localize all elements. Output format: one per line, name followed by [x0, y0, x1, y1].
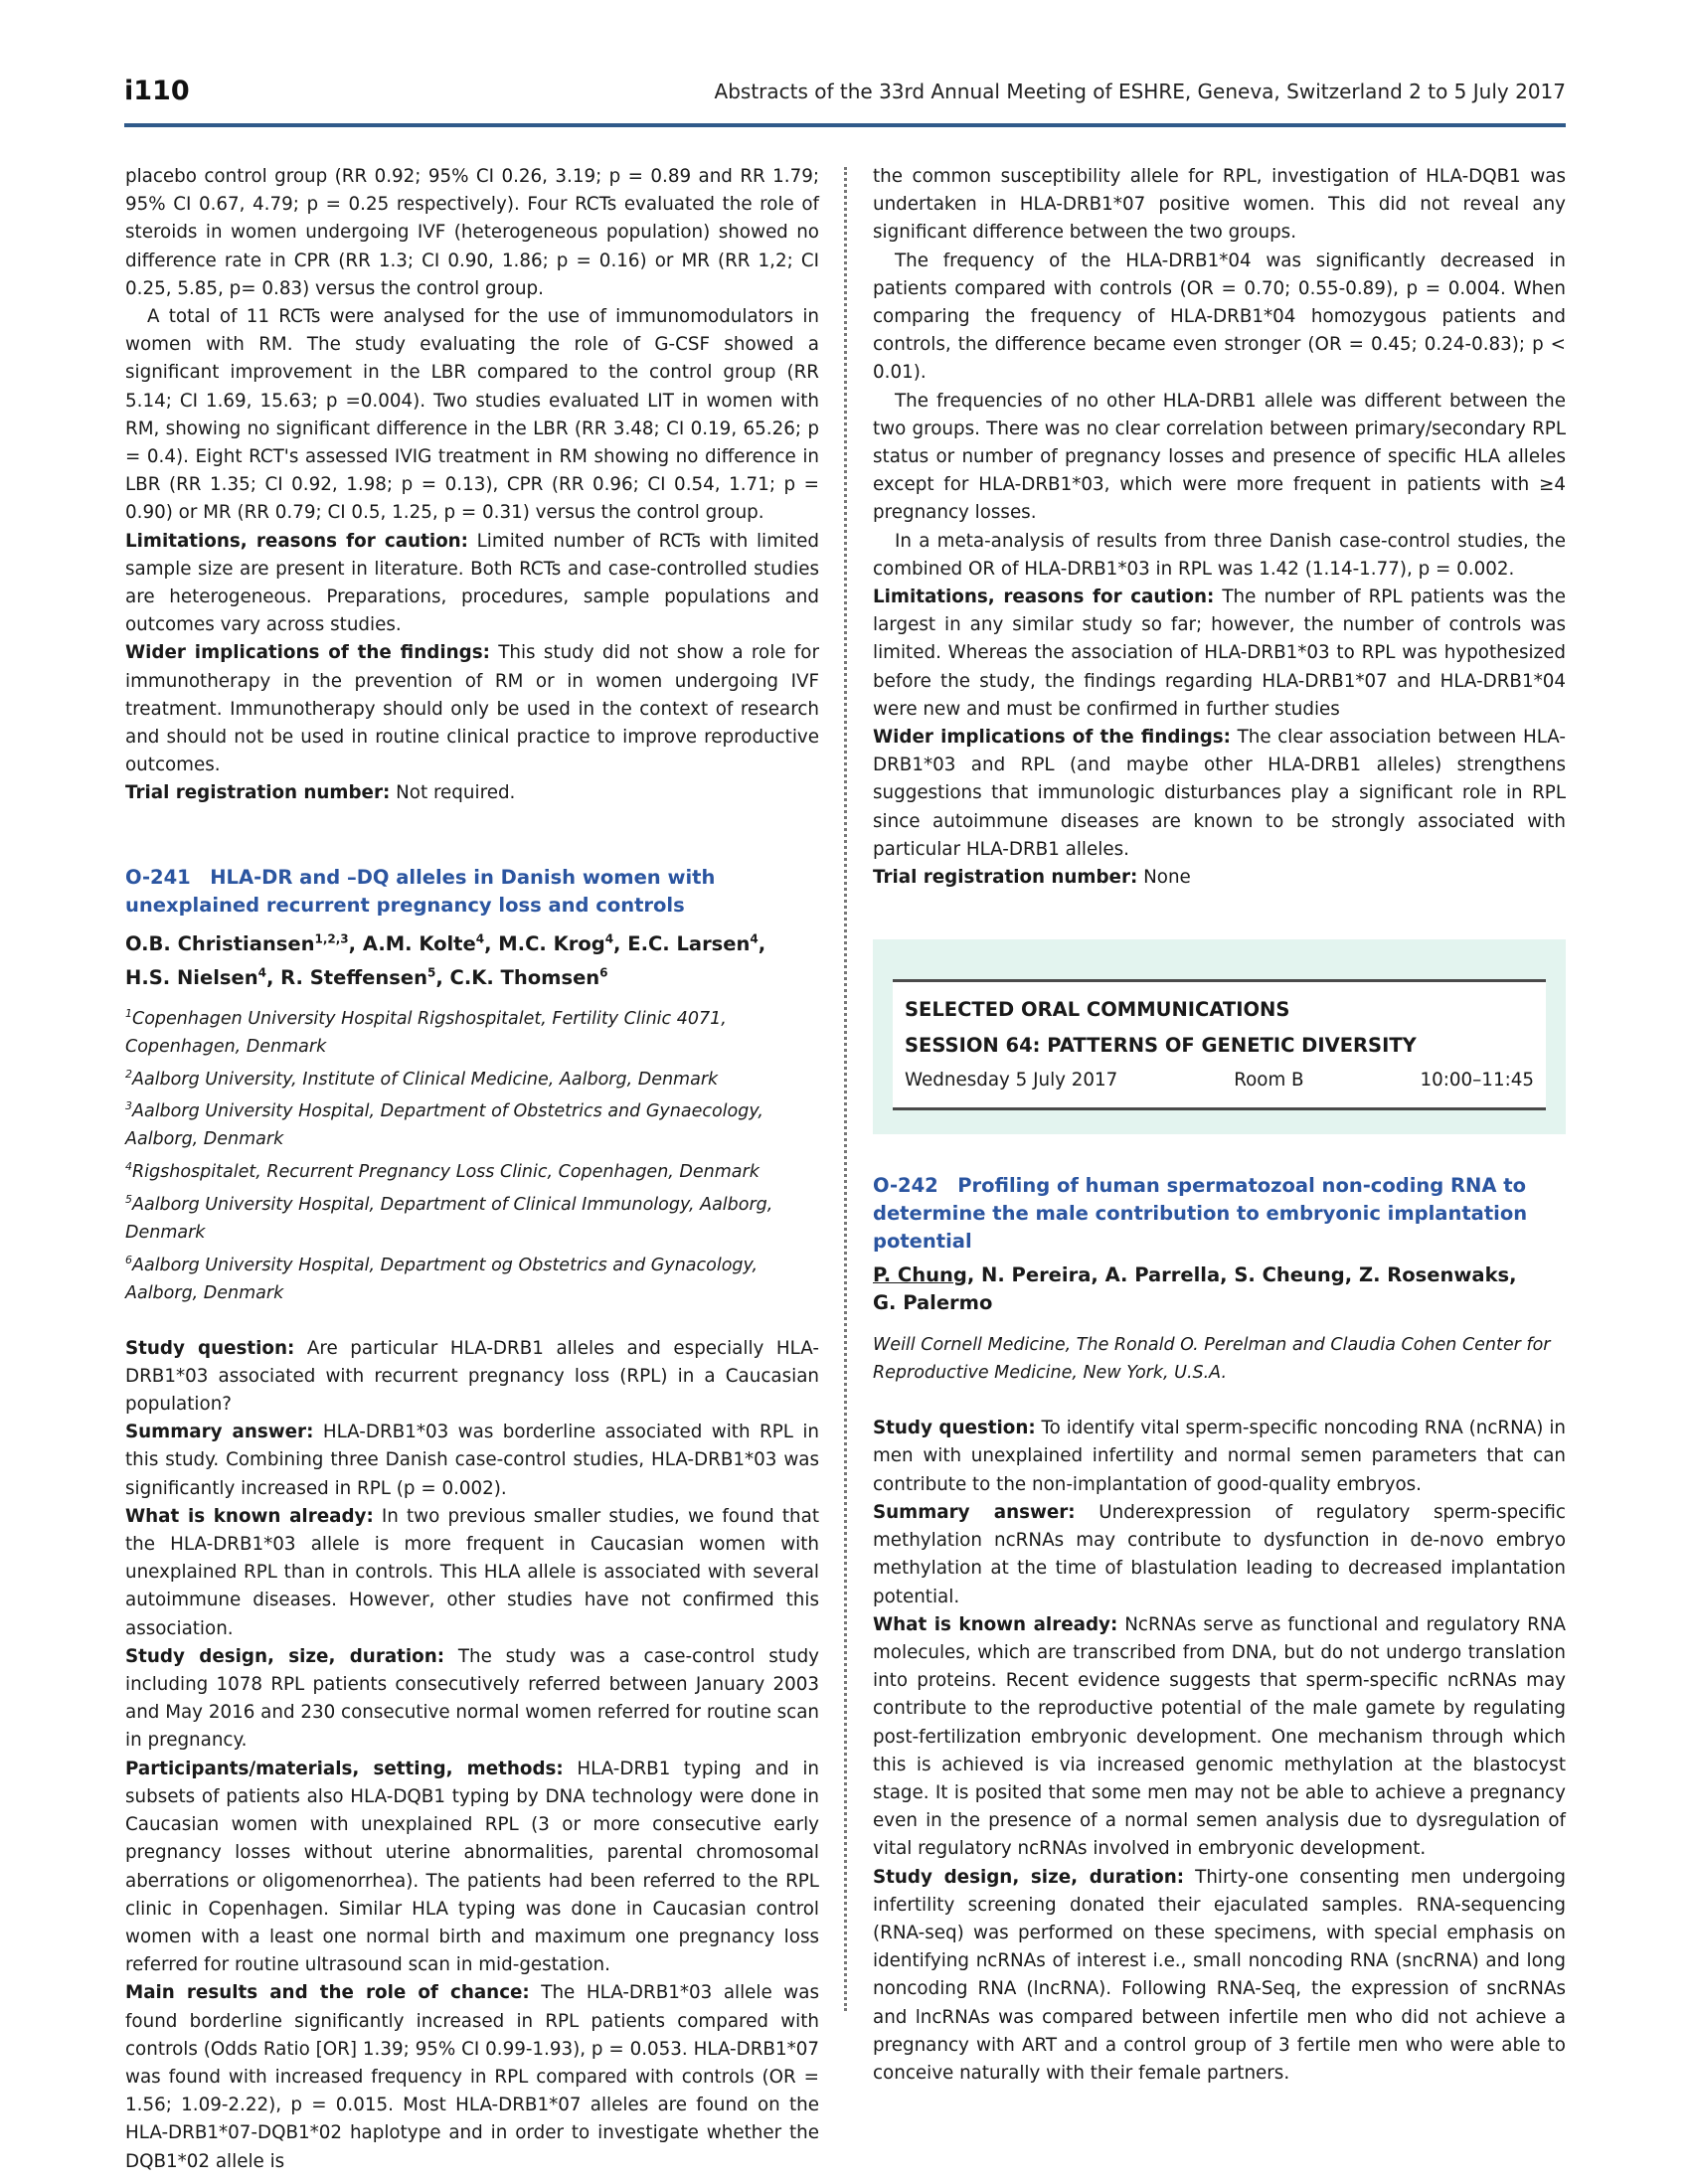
- affiliation: $^5$Aalborg University Hospital, Department of Clinical Immunology, Aalborg, Denmark: [125, 1192, 773, 1243]
- main-results-section: [125, 1979, 819, 2175]
- participants-section: [125, 1756, 819, 1980]
- limitations-section: [873, 584, 1566, 724]
- section-label: Main results and the role of chance:: [125, 1982, 530, 2004]
- known-already-section: [125, 1503, 819, 1643]
- section-text: In two previous smaller studies, we found that the HLA-DRB1*03 allele is more frequent in Caucasian women with unexplained RPL than in controls. This HLA allele is associated with several autoimmune diseases. However, other studies have not confirmed this association.: [125, 1505, 819, 1639]
- study-design-section: [873, 1864, 1566, 2089]
- session-panel: [873, 939, 1566, 1134]
- affiliation: $^3$Aalborg University Hospital, Department of Obstetrics and Gynaecology, Aalborg, Denmark: [125, 1099, 763, 1150]
- study-design-section: [125, 1643, 819, 1756]
- summary-answer-section: [125, 1419, 819, 1503]
- affiliation: Weill Cornell Medicine, The Ronald O. Perelman and Claudia Cohen Center for Reproductive Medicine, New York, U.S.A.: [873, 1335, 1551, 1384]
- session-room: Room B: [1234, 1070, 1304, 1092]
- section-text: Are particular HLA-DRB1 alleles and especially HLA-DRB1*03 associated with recurrent pregnancy loss (RPL) in a Caucasian population?: [125, 1337, 819, 1416]
- affiliation-list: [125, 1000, 819, 1307]
- affiliation: $^2$Aalborg University, Institute of Clinical Medicine, Aalborg, Denmark: [125, 1067, 719, 1090]
- section-text: The clear association between HLA-DRB1*03 and RPL (and maybe other HLA-DRB1 alleles) strengthens suggestions that immunologic disturbances play a significant role in RPL since autoimmune diseases are known to be strongly associated with particular HLA-DRB1 alleles.: [873, 727, 1566, 860]
- running-head: Abstracts of the 33rd Annual Meeting of ESHRE, Geneva, Switzerland 2 to 5 July 2017: [714, 80, 1566, 103]
- section-label: Summary answer:: [125, 1422, 314, 1443]
- section-text: Limited number of RCTs with limited sample size are present in literature. Both RCTs and case-controlled studies are heterogeneous. Preparations, procedures, sample populations and outcomes vary across studies.: [125, 530, 820, 636]
- section-label: Limitations, reasons for caution:: [125, 530, 468, 552]
- author: P. Chung,: [873, 1263, 982, 1287]
- section-label: Study design, size, duration:: [125, 1645, 445, 1667]
- study-question-section: [125, 1335, 819, 1420]
- author: N. Pereira,: [981, 1263, 1105, 1287]
- paragraph: The frequency of the HLA-DRB1*04 was significantly decreased in patients compared with controls (OR = 0.70; 0.55-0.89), p = 0.004. When comparing the frequency of HLA-DRB1*04 homozygous patients and controls, the difference became even stronger (OR = 0.45; 0.24-0.83); p < 0.01).: [873, 250, 1566, 384]
- author: R. Steffensen$^5$,: [280, 965, 450, 989]
- affiliation: $^6$Aalborg University Hospital, Department og Obstetrics and Gynacology, Aalborg, Denmark: [125, 1253, 759, 1303]
- author: H.S. Nielsen$^4$,: [125, 965, 281, 989]
- section-label: Wider implications of the findings:: [873, 727, 1231, 749]
- header-rule: [124, 123, 1566, 127]
- known-already-section: [873, 1611, 1566, 1864]
- affiliation: $^1$Copenhagen University Hospital Rigshospitalet, Fertility Clinic 4071, Copenhagen, Denmark: [125, 1006, 727, 1057]
- section-label: What is known already:: [873, 1613, 1118, 1635]
- section-text: None: [1137, 867, 1191, 889]
- section-text: The HLA-DRB1*03 allele was found borderline significantly increased in RPL patients compared with controls (Odds Ratio [OR] 1.39; 95% CI 0.99-1.93), p = 0.053. HLA-DRB1*07 was found with increased frequency in RPL compared with controls (OR = 1.56; 1.09-2.22), p = 0.015. Most HLA-DRB1*07 alleles are found on the HLA-DRB1*07-DQB1*02 haplotype and in order to investigate whether the DQB1*02 allele is: [125, 1982, 819, 2172]
- section-text: Thirty-one consenting men undergoing infertility screening donated their ejaculated samples. RNA-sequencing (RNA-seq) was performed on these specimens, with special emphasis on identifying ncRNAs of interest i.e., small noncoding RNA (sncRNA) and long noncoding RNA (lncRNA). Following RNA-Seq, the expression of sncRNAs and lncRNAs was compared between infertile men who did not achieve a pregnancy with ART and a control group of 3 fertile men who were able to conceive naturally with their female partners.: [873, 1866, 1566, 2084]
- paragraph: A total of 11 RCTs were analysed for the use of immunomodulators in women with RM. The study evaluating the role of G-CSF showed a significant improvement in the LBR compared to the control group (RR 5.14; CI 1.69, 15.63; p =0.004). Two studies evaluated LIT in women with RM, showing no significant difference in the LBR (RR 3.48; CI 0.19, 65.26; p = 0.4). Eight RCT's assessed IVIG treatment in RM showing no difference in LBR (RR 1.35; CI 0.92, 1.98; p = 0.13), CPR (RR 0.96; CI 0.54, 1.71; p = 0.90) or MR (RR 0.79; CI 0.5, 1.25, p = 0.31) versus the control group.: [125, 306, 819, 524]
- session-heading: SELECTED ORAL COMMUNICATIONS: [905, 998, 1290, 1022]
- author: A. Parrella,: [1104, 1263, 1235, 1287]
- section-label: Trial registration number:: [873, 867, 1138, 889]
- author: C.K. Thomsen$^6$: [449, 965, 608, 989]
- author: M.C. Krog$^4$,: [498, 931, 628, 956]
- section-label: Trial registration number:: [125, 782, 391, 804]
- author: E.C. Larsen$^4$,: [627, 931, 766, 956]
- author: G. Palermo: [873, 1291, 993, 1315]
- session-meta: [905, 1064, 1534, 1097]
- section-label: Study question:: [873, 1418, 1036, 1439]
- wider-implications-section: [125, 639, 819, 779]
- section-label: Limitations, reasons for caution:: [873, 587, 1215, 608]
- author: O.B. Christiansen$^{1,2,3}$,: [125, 931, 363, 956]
- left-column: [125, 163, 819, 2176]
- abstract-title-o241: O-241 HLA-DR and –DQ alleles in Danish women with unexplained recurrent pregnancy loss and controls: [125, 865, 716, 917]
- paragraph: In a meta-analysis of results from three Danish case-control studies, the combined OR of HLA-DRB1*03 in RPL was 1.42 (1.14-1.77), p = 0.002.: [873, 530, 1566, 580]
- study-question-section: [873, 1415, 1566, 1499]
- author-list: [873, 1261, 1566, 1317]
- paragraph: the common susceptibility allele for RPL, investigation of HLA-DQB1 was undertaken in HLA-DRB1*07 positive women. This did not reveal any significant difference between the two groups.: [873, 166, 1566, 244]
- section-text: Underexpression of regulatory sperm-specific methylation ncRNAs may contribute to dysfunction in de-novo embryo methylation at the time of blastulation leading to decreased implantation potential.: [873, 1501, 1566, 1607]
- session-box: [893, 979, 1546, 1110]
- section-label: Wider implications of the findings:: [125, 642, 490, 664]
- author: S. Cheung,: [1234, 1263, 1359, 1287]
- right-column: [873, 163, 1566, 2088]
- section-label: Summary answer:: [873, 1501, 1076, 1523]
- section-label: Study design, size, duration:: [873, 1866, 1185, 1888]
- paragraph: The frequencies of no other HLA-DRB1 allele was different between the two groups. There was no clear correlation between primary/secondary RPL status or number of pregnancy losses and presence of specific HLA alleles except for HLA-DRB1*03, which were more frequent in patients with ≥4 pregnancy losses.: [873, 390, 1566, 524]
- session-time: 10:00–11:45: [1420, 1070, 1534, 1092]
- section-text: HLA-DRB1*03 was borderline associated with RPL in this study. Combining three Danish case-control studies, HLA-DRB1*03 was significantly increased in RPL (p = 0.002).: [125, 1422, 819, 1499]
- session-date: Wednesday 5 July 2017: [905, 1070, 1118, 1092]
- column-divider: [844, 167, 847, 2011]
- session-title: SESSION 64: PATTERNS OF GENETIC DIVERSITY: [905, 1034, 1417, 1058]
- trial-registration-section: [125, 779, 819, 807]
- author-list: [125, 925, 819, 992]
- abstract-title-o242: O-242 Profiling of human spermatozoal non-coding RNA to determine the male contribution to embryonic implantation potential: [873, 1174, 1528, 1254]
- section-label: Participants/materials, setting, methods:: [125, 1758, 564, 1779]
- section-text: The number of RPL patients was the largest in any similar study so far; however, the number of controls was limited. Whereas the association of HLA-DRB1*03 to RPL was hypothesized before the study, the findings regarding HLA-DRB1*07 and HLA-DRB1*04 were new and must be confirmed in further studies: [873, 587, 1567, 720]
- limitations-section: [125, 528, 819, 640]
- paragraph: placebo control group (RR 0.92; 95% CI 0.26, 3.19; p = 0.89 and RR 1.79; 95% CI 0.67, 4.79; p = 0.25 respectively). Four RCTs evaluated the role of steroids in women undergoing IVF (heterogeneous population) showed no difference rate in CPR (RR 1.3; CI 0.90, 1.86; p = 0.16) or MR (RR 1,2; CI 0.25, 5.85, p= 0.83) versus the control group.: [125, 166, 819, 299]
- wider-implications-section: [873, 724, 1566, 864]
- section-text: Not required.: [390, 782, 516, 804]
- trial-registration-section: [873, 864, 1566, 892]
- section-label: Study question:: [125, 1337, 295, 1359]
- author: A.M. Kolte$^4$,: [362, 931, 499, 956]
- section-label: What is known already:: [125, 1505, 374, 1527]
- page-number: i110: [124, 76, 190, 106]
- section-text: HLA-DRB1 typing and in subsets of patients also HLA-DQB1 typing by DNA technology were done in Caucasian women with unexplained RPL (3 or more consecutive early pregnancy losses without uterine abnormalities, parental chromosomal aberrations or oligomenorrhea). The patients had been referred to the RPL clinic in Copenhagen. Similar HLA typing was done in Caucasian control women with a least one normal birth and maximum one pregnancy loss referred for routine ultrasound scan in mid-gestation.: [125, 1758, 819, 1976]
- section-text: To identify vital sperm-specific noncoding RNA (ncRNA) in men with unexplained infertility and normal semen parameters that can contribute to the non-implantation of good-quality embryos.: [873, 1418, 1566, 1495]
- author: Z. Rosenwaks,: [1358, 1263, 1517, 1287]
- affiliation: $^4$Rigshospitalet, Recurrent Pregnancy Loss Clinic, Copenhagen, Denmark: [125, 1160, 760, 1182]
- section-text: NcRNAs serve as functional and regulatory RNA molecules, which are transcribed from DNA, but do not undergo translation into proteins. Recent evidence suggests that sperm-specific ncRNAs may contribute to the reproductive potential of the male gamete by regulating post-fertilization embryonic development. One mechanism through which this is achieved is via increased genomic methylation at the blastocyst stage. It is posited that some men may not be able to achieve a pregnancy even in the presence of a normal semen analysis due to dysregulation of vital regulatory ncRNAs involved in embryonic development.: [873, 1613, 1566, 1860]
- section-text: The study was a case-control study including 1078 RPL patients consecutively referred between January 2003 and May 2016 and 230 consecutive normal women referred for routine scan in pregnancy.: [125, 1645, 819, 1752]
- section-text: This study did not show a role for immunotherapy in the prevention of RM or in women undergoing IVF treatment. Immunotherapy should only be used in the context of research and should not be used in routine clinical practice to improve reproductive outcomes.: [125, 642, 819, 776]
- summary-answer-section: [873, 1499, 1566, 1611]
